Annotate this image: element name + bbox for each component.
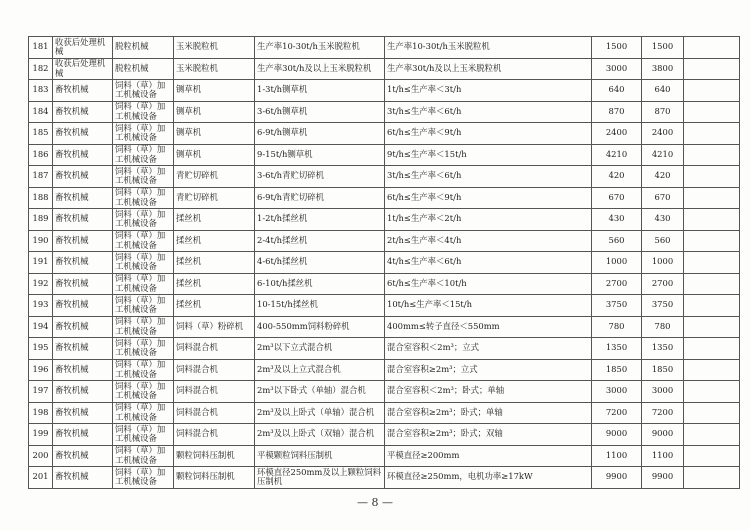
- subcategory-cell: 饲料（草）加工机械设备: [113, 80, 174, 102]
- item-cell: 青贮切碎机: [174, 166, 255, 188]
- grade-cell: 6-10t/h揉丝机: [255, 273, 385, 295]
- central-subsidy-cell: 640: [592, 80, 642, 102]
- grade-cell: 2m³以下立式混合机: [255, 338, 385, 360]
- note-cell: [684, 209, 740, 231]
- grade-cell: 生产率10-30t/h玉米脱粒机: [255, 37, 385, 59]
- subcategory-cell: 脱粒机械: [113, 37, 174, 59]
- subcategory-cell: 饲料（草）加工机械设备: [113, 402, 174, 424]
- row-number: 199: [29, 424, 53, 446]
- category-cell: 畜牧机械: [53, 166, 113, 188]
- item-cell: 饲料（草）粉碎机: [174, 316, 255, 338]
- category-cell: 畜牧机械: [53, 80, 113, 102]
- note-cell: [684, 402, 740, 424]
- max-subsidy-cell: 3800: [642, 58, 684, 80]
- table-row: [29, 144, 740, 166]
- category-cell: 畜牧机械: [53, 123, 113, 145]
- table-row: [29, 166, 740, 188]
- subcategory-cell: 饲料（草）加工机械设备: [113, 230, 174, 252]
- row-number: 196: [29, 359, 53, 381]
- max-subsidy-cell: 7200: [642, 402, 684, 424]
- spec-cell: 混合室容积≥2m³；卧式；单轴: [385, 402, 592, 424]
- note-cell: [684, 359, 740, 381]
- central-subsidy-cell: 1350: [592, 338, 642, 360]
- grade-cell: 10-15t/h揉丝机: [255, 295, 385, 317]
- table-row: [29, 316, 740, 338]
- row-number: 188: [29, 187, 53, 209]
- item-cell: 饲料混合机: [174, 359, 255, 381]
- central-subsidy-cell: 1000: [592, 252, 642, 274]
- item-cell: 颗粒饲料压制机: [174, 467, 255, 489]
- max-subsidy-cell: 3000: [642, 381, 684, 403]
- grade-cell: 2-4t/h揉丝机: [255, 230, 385, 252]
- note-cell: [684, 338, 740, 360]
- category-cell: 收获后处理机械: [53, 37, 113, 59]
- category-cell: 畜牧机械: [53, 187, 113, 209]
- grade-cell: 9-15t/h铡草机: [255, 144, 385, 166]
- note-cell: [684, 252, 740, 274]
- subcategory-cell: 饲料（草）加工机械设备: [113, 295, 174, 317]
- grade-cell: 3-6t/h铡草机: [255, 101, 385, 123]
- spec-cell: 9t/h≤生产率＜15t/h: [385, 144, 592, 166]
- row-number: 186: [29, 144, 53, 166]
- item-cell: 铡草机: [174, 144, 255, 166]
- grade-cell: 3-6t/h青贮切碎机: [255, 166, 385, 188]
- spec-cell: 4t/h≤生产率＜6t/h: [385, 252, 592, 274]
- central-subsidy-cell: 3750: [592, 295, 642, 317]
- category-cell: 畜牧机械: [53, 381, 113, 403]
- grade-cell: 环模直径250mm及以上颗粒饲料压制机: [255, 467, 385, 489]
- spec-cell: 3t/h≤生产率＜6t/h: [385, 166, 592, 188]
- subcategory-cell: 饲料（草）加工机械设备: [113, 316, 174, 338]
- max-subsidy-cell: 9000: [642, 424, 684, 446]
- spec-cell: 3t/h≤生产率＜6t/h: [385, 101, 592, 123]
- table-row: [29, 187, 740, 209]
- central-subsidy-cell: 3000: [592, 58, 642, 80]
- category-cell: 收获后处理机械: [53, 58, 113, 80]
- category-cell: 畜牧机械: [53, 424, 113, 446]
- table-row: [29, 252, 740, 274]
- subcategory-cell: 饲料（草）加工机械设备: [113, 338, 174, 360]
- table-row: [29, 359, 740, 381]
- grade-cell: 6-9t/h青贮切碎机: [255, 187, 385, 209]
- max-subsidy-cell: 9900: [642, 467, 684, 489]
- central-subsidy-cell: 430: [592, 209, 642, 231]
- table-row: [29, 230, 740, 252]
- item-cell: 揉丝机: [174, 209, 255, 231]
- grade-cell: 400-550mm饲料粉碎机: [255, 316, 385, 338]
- note-cell: [684, 123, 740, 145]
- table-row: [29, 295, 740, 317]
- subcategory-cell: 饲料（草）加工机械设备: [113, 123, 174, 145]
- row-number: 192: [29, 273, 53, 295]
- table-row: [29, 467, 740, 489]
- max-subsidy-cell: 1350: [642, 338, 684, 360]
- item-cell: 铡草机: [174, 123, 255, 145]
- central-subsidy-cell: 420: [592, 166, 642, 188]
- row-number: 198: [29, 402, 53, 424]
- row-number: 184: [29, 101, 53, 123]
- category-cell: 畜牧机械: [53, 273, 113, 295]
- category-cell: 畜牧机械: [53, 252, 113, 274]
- central-subsidy-cell: 1850: [592, 359, 642, 381]
- item-cell: 玉米脱粒机: [174, 37, 255, 59]
- row-number: 183: [29, 80, 53, 102]
- item-cell: 揉丝机: [174, 230, 255, 252]
- central-subsidy-cell: 780: [592, 316, 642, 338]
- note-cell: [684, 187, 740, 209]
- subsidy-table: [28, 36, 740, 489]
- spec-cell: 生产率30t/h及以上玉米脱粒机: [385, 58, 592, 80]
- max-subsidy-cell: 560: [642, 230, 684, 252]
- central-subsidy-cell: 560: [592, 230, 642, 252]
- subcategory-cell: 饲料（草）加工机械设备: [113, 273, 174, 295]
- subcategory-cell: 饲料（草）加工机械设备: [113, 467, 174, 489]
- row-number: 190: [29, 230, 53, 252]
- subcategory-cell: 饲料（草）加工机械设备: [113, 359, 174, 381]
- central-subsidy-cell: 2700: [592, 273, 642, 295]
- page-number: — 8 —: [357, 496, 393, 509]
- central-subsidy-cell: 3000: [592, 381, 642, 403]
- max-subsidy-cell: 1000: [642, 252, 684, 274]
- table-row: [29, 209, 740, 231]
- spec-cell: 混合室容积＜2m³；立式: [385, 338, 592, 360]
- max-subsidy-cell: 1500: [642, 37, 684, 59]
- note-cell: [684, 467, 740, 489]
- category-cell: 畜牧机械: [53, 316, 113, 338]
- note-cell: [684, 80, 740, 102]
- max-subsidy-cell: 870: [642, 101, 684, 123]
- grade-cell: 1-3t/h铡草机: [255, 80, 385, 102]
- table-row: [29, 123, 740, 145]
- spec-cell: 1t/h≤生产率＜2t/h: [385, 209, 592, 231]
- item-cell: 饲料混合机: [174, 381, 255, 403]
- note-cell: [684, 58, 740, 80]
- category-cell: 畜牧机械: [53, 359, 113, 381]
- spec-cell: 混合室容积＜2m³；卧式；单轴: [385, 381, 592, 403]
- max-subsidy-cell: 1850: [642, 359, 684, 381]
- item-cell: 青贮切碎机: [174, 187, 255, 209]
- note-cell: [684, 230, 740, 252]
- row-number: 197: [29, 381, 53, 403]
- max-subsidy-cell: 4210: [642, 144, 684, 166]
- table-row: [29, 445, 740, 467]
- subcategory-cell: 饲料（草）加工机械设备: [113, 445, 174, 467]
- spec-cell: 环模直径≥250mm，电机功率≥17kW: [385, 467, 592, 489]
- item-cell: 玉米脱粒机: [174, 58, 255, 80]
- subcategory-cell: 饲料（草）加工机械设备: [113, 187, 174, 209]
- subcategory-cell: 饲料（草）加工机械设备: [113, 381, 174, 403]
- spec-cell: 6t/h≤生产率＜9t/h: [385, 187, 592, 209]
- note-cell: [684, 144, 740, 166]
- grade-cell: 2m³及以上卧式（双轴）混合机: [255, 424, 385, 446]
- row-number: 195: [29, 338, 53, 360]
- central-subsidy-cell: 1500: [592, 37, 642, 59]
- item-cell: 饲料混合机: [174, 338, 255, 360]
- category-cell: 畜牧机械: [53, 101, 113, 123]
- row-number: 187: [29, 166, 53, 188]
- category-cell: 畜牧机械: [53, 445, 113, 467]
- grade-cell: 生产率30t/h及以上玉米脱粒机: [255, 58, 385, 80]
- note-cell: [684, 445, 740, 467]
- grade-cell: 平模颗粒饲料压制机: [255, 445, 385, 467]
- row-number: 193: [29, 295, 53, 317]
- row-number: 181: [29, 37, 53, 59]
- item-cell: 揉丝机: [174, 295, 255, 317]
- table-body: [29, 37, 740, 489]
- grade-cell: 2m³及以上立式混合机: [255, 359, 385, 381]
- subcategory-cell: 饲料（草）加工机械设备: [113, 252, 174, 274]
- central-subsidy-cell: 1100: [592, 445, 642, 467]
- row-number: 182: [29, 58, 53, 80]
- item-cell: 揉丝机: [174, 252, 255, 274]
- central-subsidy-cell: 9900: [592, 467, 642, 489]
- table-row: [29, 381, 740, 403]
- table-row: [29, 402, 740, 424]
- note-cell: [684, 101, 740, 123]
- grade-cell: 4-6t/h揉丝机: [255, 252, 385, 274]
- max-subsidy-cell: 780: [642, 316, 684, 338]
- category-cell: 畜牧机械: [53, 338, 113, 360]
- spec-cell: 1t/h≤生产率＜3t/h: [385, 80, 592, 102]
- spec-cell: 混合室容积≥2m³；立式: [385, 359, 592, 381]
- category-cell: 畜牧机械: [53, 209, 113, 231]
- central-subsidy-cell: 7200: [592, 402, 642, 424]
- row-number: 191: [29, 252, 53, 274]
- row-number: 201: [29, 467, 53, 489]
- spec-cell: 10t/h≤生产率＜15t/h: [385, 295, 592, 317]
- max-subsidy-cell: 2400: [642, 123, 684, 145]
- note-cell: [684, 316, 740, 338]
- note-cell: [684, 424, 740, 446]
- spec-cell: 2t/h≤生产率＜4t/h: [385, 230, 592, 252]
- item-cell: 铡草机: [174, 80, 255, 102]
- category-cell: 畜牧机械: [53, 402, 113, 424]
- grade-cell: 2m³及以上卧式（单轴）混合机: [255, 402, 385, 424]
- table-row: [29, 273, 740, 295]
- max-subsidy-cell: 3750: [642, 295, 684, 317]
- note-cell: [684, 273, 740, 295]
- item-cell: 颗粒饲料压制机: [174, 445, 255, 467]
- max-subsidy-cell: 2700: [642, 273, 684, 295]
- note-cell: [684, 295, 740, 317]
- grade-cell: 1-2t/h揉丝机: [255, 209, 385, 231]
- row-number: 200: [29, 445, 53, 467]
- max-subsidy-cell: 640: [642, 80, 684, 102]
- note-cell: [684, 37, 740, 59]
- note-cell: [684, 166, 740, 188]
- item-cell: 饲料混合机: [174, 424, 255, 446]
- max-subsidy-cell: 670: [642, 187, 684, 209]
- subcategory-cell: 饲料（草）加工机械设备: [113, 424, 174, 446]
- table-row: [29, 338, 740, 360]
- note-cell: [684, 381, 740, 403]
- subcategory-cell: 饲料（草）加工机械设备: [113, 166, 174, 188]
- table-row: [29, 80, 740, 102]
- spec-cell: 混合室容积≥2m³；卧式；双轴: [385, 424, 592, 446]
- spec-cell: 平模直径≥200mm: [385, 445, 592, 467]
- central-subsidy-cell: 9000: [592, 424, 642, 446]
- max-subsidy-cell: 1100: [642, 445, 684, 467]
- category-cell: 畜牧机械: [53, 230, 113, 252]
- spec-cell: 6t/h≤生产率＜9t/h: [385, 123, 592, 145]
- spec-cell: 生产率10-30t/h玉米脱粒机: [385, 37, 592, 59]
- table-row: [29, 37, 740, 59]
- spec-cell: 400mm≤转子直径＜550mm: [385, 316, 592, 338]
- table-row: [29, 424, 740, 446]
- central-subsidy-cell: 670: [592, 187, 642, 209]
- subcategory-cell: 饲料（草）加工机械设备: [113, 144, 174, 166]
- max-subsidy-cell: 430: [642, 209, 684, 231]
- subcategory-cell: 脱粒机械: [113, 58, 174, 80]
- category-cell: 畜牧机械: [53, 295, 113, 317]
- spec-cell: 6t/h≤生产率＜10t/h: [385, 273, 592, 295]
- grade-cell: 6-9t/h铡草机: [255, 123, 385, 145]
- row-number: 185: [29, 123, 53, 145]
- subcategory-cell: 饲料（草）加工机械设备: [113, 209, 174, 231]
- row-number: 189: [29, 209, 53, 231]
- central-subsidy-cell: 2400: [592, 123, 642, 145]
- table-row: [29, 58, 740, 80]
- central-subsidy-cell: 870: [592, 101, 642, 123]
- table-row: [29, 101, 740, 123]
- row-number: 194: [29, 316, 53, 338]
- subcategory-cell: 饲料（草）加工机械设备: [113, 101, 174, 123]
- item-cell: 铡草机: [174, 101, 255, 123]
- category-cell: 畜牧机械: [53, 144, 113, 166]
- grade-cell: 2m³以下卧式（单轴）混合机: [255, 381, 385, 403]
- max-subsidy-cell: 420: [642, 166, 684, 188]
- item-cell: 揉丝机: [174, 273, 255, 295]
- central-subsidy-cell: 4210: [592, 144, 642, 166]
- category-cell: 畜牧机械: [53, 467, 113, 489]
- item-cell: 饲料混合机: [174, 402, 255, 424]
